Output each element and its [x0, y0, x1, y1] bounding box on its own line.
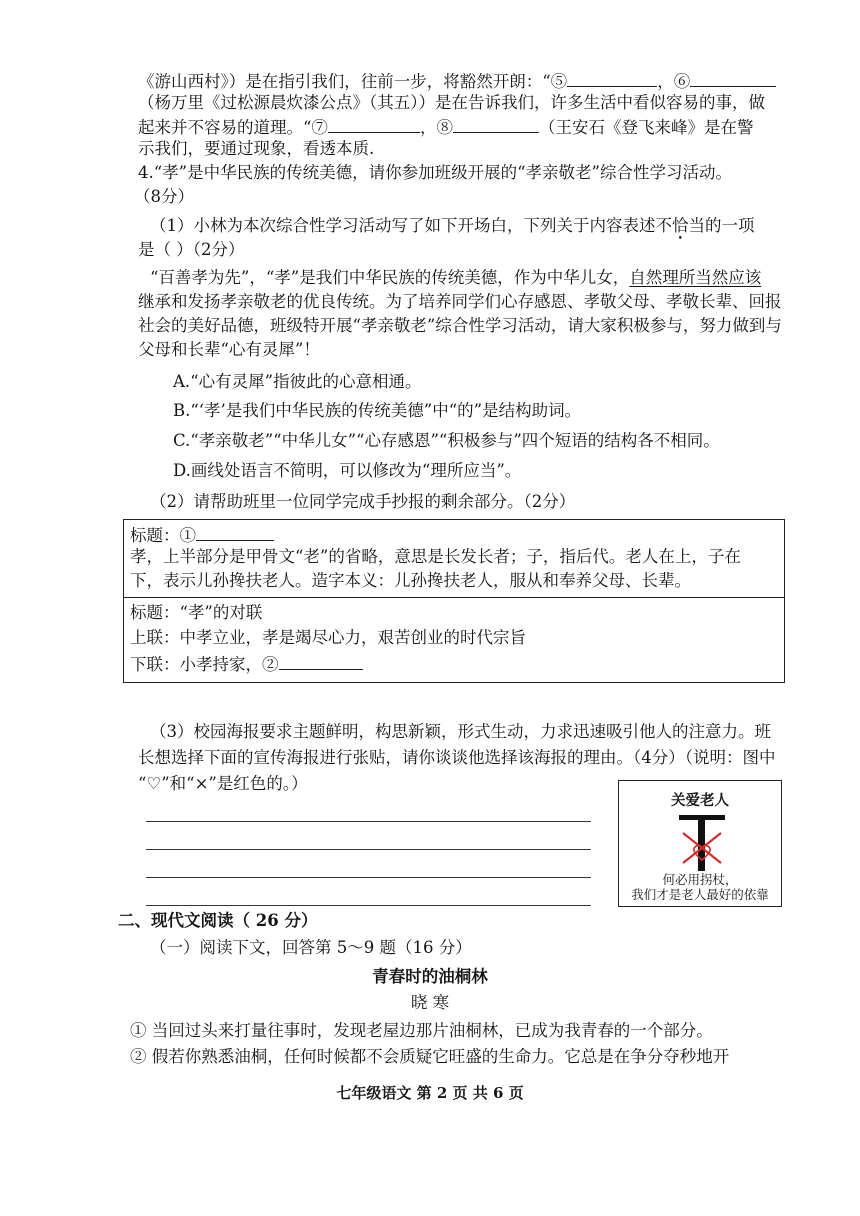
page-footer: 七年级语文 第 2 页 共 6 页: [336, 1084, 524, 1102]
cane-cross-heart-icon: [671, 811, 733, 873]
article-title: 青春时的油桐林: [372, 967, 488, 986]
cane-shaft: [698, 815, 705, 871]
article-paragraph-2: ② 假若你熟悉油桐，任何时候都不会质疑它旺盛的生命力。它总是在争分夺秒地开: [130, 1047, 730, 1066]
text-line-1: 《游山西村》）是在指引我们，往前一步，将豁然开朗：“⑤ ，⑥: [138, 70, 776, 92]
text-line-3: 起来并不容易的道理。“⑦ ，⑧ （王安石《登飞来峰》是在警: [138, 118, 754, 137]
question-4-3-line-1: （3）校园海报要求主题鲜明，构思新颖，形式生动，力求迅速吸引他人的注意力。班: [150, 722, 771, 741]
box-divider: [124, 597, 784, 598]
question-4-3-line-2: 长想选择下面的宣传海报进行张贴，请你谈谈他选择该海报的理由。（4分）（说明：图中: [138, 748, 776, 767]
option-a[interactable]: A.“心有灵犀”指彼此的心意相通。: [173, 372, 422, 391]
answer-line-1[interactable]: [146, 821, 591, 822]
poster-caption-2: 我们才是老人最好的依靠: [631, 887, 769, 902]
answer-line-4[interactable]: [146, 905, 591, 906]
answer-blank-6[interactable]: [690, 70, 776, 87]
opening-paragraph-line-1: “百善孝为先”，“孝”是我们中华民族的传统美德，作为中华儿女，自然理所当然应该: [150, 268, 762, 287]
couplet-upper: 上联：中孝立业，孝是竭尽心力，艰苦创业的时代宗旨: [130, 628, 526, 647]
box-body-line-2: 下，表示儿孙搀扶老人。造字本义：儿孙搀扶老人，服从和奉养父母、长辈。: [130, 571, 691, 590]
answer-line-2[interactable]: [146, 849, 591, 850]
question-4-3-line-3: “♡”和“×”是红色的。）: [138, 774, 308, 793]
poster-title: 关爱老人: [671, 792, 729, 809]
option-d[interactable]: D.画线处语言不简明，可以修改为“理所应当”。: [173, 461, 522, 480]
opening-paragraph-line-3: 社会的美好品德，班级特开展“孝亲敬老”综合性学习活动，请大家积极参与，努力做到与: [138, 316, 782, 335]
article-paragraph-1: ① 当回过头来打量往事时，发现老屋边那片油桐林，已成为我青春的一个部分。: [130, 1021, 713, 1040]
answer-blank-8[interactable]: [453, 116, 539, 133]
answer-line-3[interactable]: [146, 877, 591, 878]
opening-paragraph-line-4: 父母和长辈“心有灵犀”！: [138, 340, 320, 359]
option-b[interactable]: B.“‘孝’是我们中华民族的传统美德”中“的”是结构助词。: [173, 401, 582, 420]
box-title-1: 标题：①: [130, 524, 274, 546]
poster: [618, 780, 782, 907]
question-4-score: （8分）: [134, 187, 194, 206]
article-author: 晓 寒: [410, 993, 450, 1012]
answer-blank-5[interactable]: [567, 70, 657, 87]
answer-blank-box-2[interactable]: [279, 653, 363, 670]
text-line-2: （杨万里《过松源晨炊漆公点》（其五））是在告诉我们，许多生活中看似容易的事，做: [138, 93, 765, 112]
underlined-phrase: 自然理所当然应该: [629, 268, 762, 287]
question-4-1: （1）小林为本次综合性学习活动写了如下开场白，下列关于内容表述不恰当的一项: [150, 216, 755, 235]
answer-blank-box-1[interactable]: [196, 524, 274, 541]
section-2-subheading: （一）阅读下文，回答第 5～9 题（16 分）: [150, 938, 472, 957]
question-4-1-answer-line[interactable]: 是（ ）（2分）: [138, 240, 245, 259]
poster-caption-1: 何必用拐杖，: [662, 872, 738, 887]
newspaper-box: [123, 519, 785, 683]
opening-paragraph-line-2: 继承和发扬孝亲敬老的优良传统。为了培养同学们心存感恩、孝敬父母、孝敬长辈、回报: [138, 292, 782, 311]
option-c[interactable]: C.“孝亲敬老”“中华儿女”“心存感恩”“积极参与”四个短语的结构各不相同。: [173, 431, 720, 450]
section-2-heading: 二、现代文阅读（ 26 分）: [118, 911, 318, 930]
couplet-lower: 下联：小孝持家，②: [130, 653, 363, 675]
question-4-title: 4.“孝”是中华民族的传统美德，请你参加班级开展的“孝亲敬老”综合性学习活动。: [138, 163, 732, 182]
box-title-2: 标题：“孝”的对联: [130, 603, 263, 622]
text-line-4: 示我们，要通过现象，看透本质.: [138, 139, 375, 158]
answer-blank-7[interactable]: [328, 116, 420, 133]
question-4-2: （2）请帮助班里一位同学完成手抄报的剩余部分。（2分）: [150, 492, 576, 511]
box-body-line-1: 孝，上半部分是甲骨文“老”的省略，意思是长发长者；子，指后代。老人在上，子在: [130, 547, 741, 566]
emphasis-dots: 不恰当: [655, 216, 705, 235]
